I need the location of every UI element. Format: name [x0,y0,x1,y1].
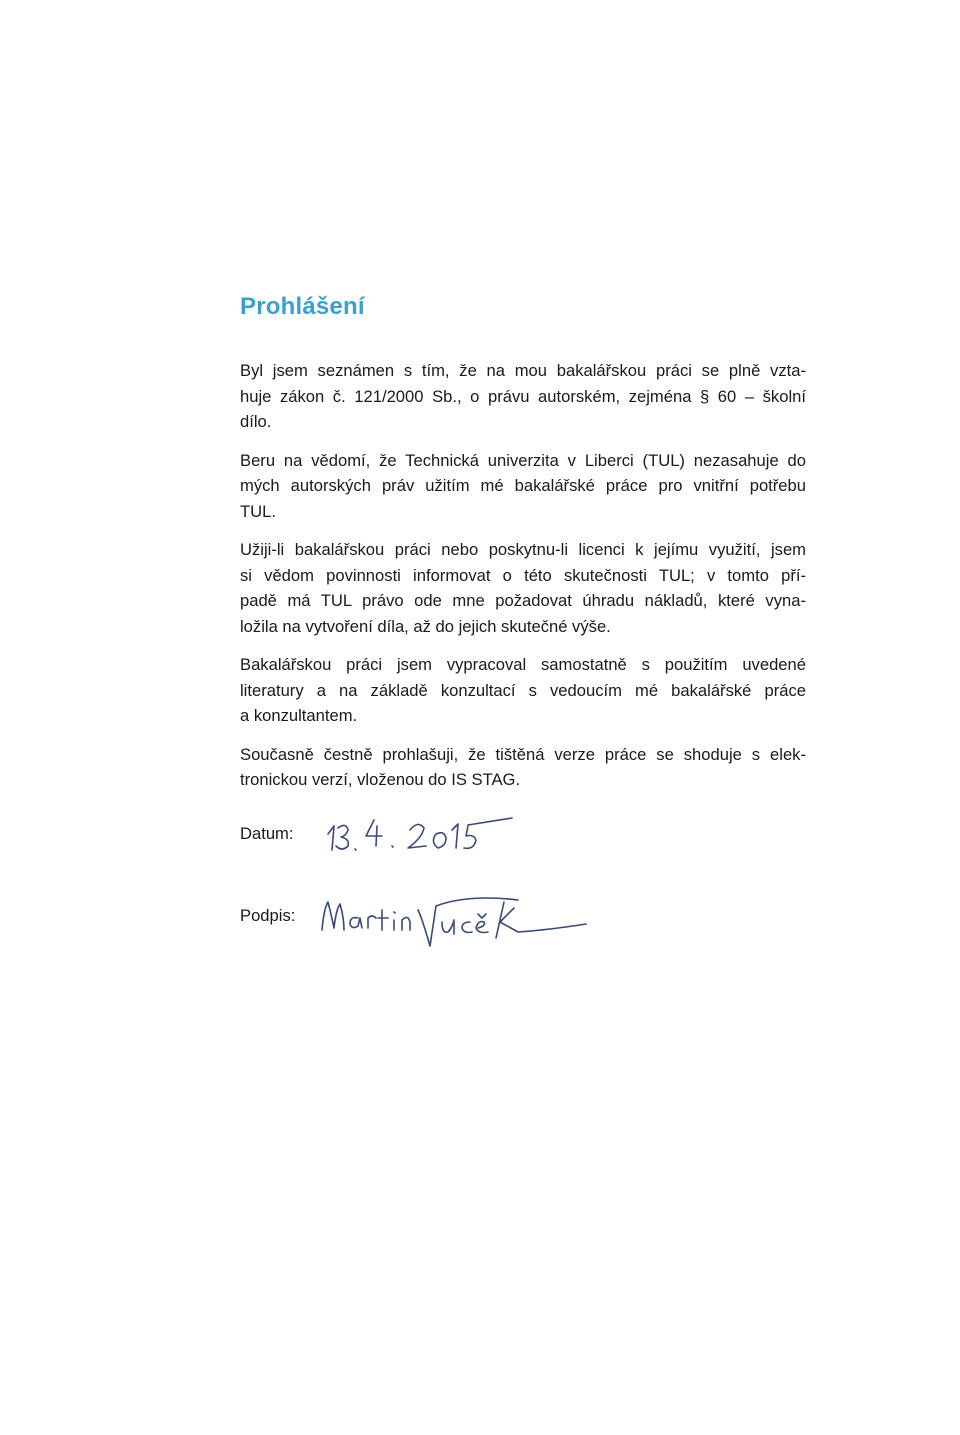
text-line: si vědom povinnosti informovat o této skutečnosti TUL; v tomto pří- [240,565,806,585]
text-line: Užiji-li bakalářskou práci nebo poskytnu-li licenci k jejímu využití, jsem [240,540,806,559]
text-line: literatury a na základě konzultací s vedoucím mé bakalářské práce [240,680,806,700]
paragraph-copyright-law [240,358,806,435]
date-label: Datum: [240,824,294,843]
text-line: Současně čestně prohlašuji, že tištěná verze práce se shoduje s elek- [240,744,806,764]
text-line: TUL. [240,501,276,521]
page-title: Prohlášení [240,293,365,320]
text-line: ložila na vytvoření díla, až do jejich skutečné výše. [240,616,611,636]
text-line: tronickou verzí, vloženou do IS STAG. [240,770,521,789]
text-line: mých autorských práv užitím mé bakalářské práce pro vnitřní potřebu [240,476,806,495]
declaration-body [240,358,806,806]
paragraph-independent-work [240,652,806,729]
paragraph-is-stag [240,742,806,793]
paragraph-licence [240,537,806,639]
paragraph-tul-rights [240,448,806,525]
text-line: Bakalářskou práci jsem vypracoval samostatně s použitím uvedené [240,655,806,674]
handwritten-signature [318,878,608,950]
text-line: dílo. [240,412,272,431]
text-line: Byl jsem seznámen s tím, že na mou bakalářskou práci se plně vzta- [240,361,806,380]
text-line: a konzultantem. [240,706,358,725]
text-line: padě má TUL právo ode mne požadovat úhradu nákladů, které vyna- [240,591,806,610]
signature-label: Podpis: [240,906,296,925]
text-line: Beru na vědomí, že Technická univerzita v Liberci (TUL) nezasahuje do [240,450,806,470]
text-line: huje zákon č. 121/2000 Sb., o právu autorském, zejména § 60 – školní [240,386,806,406]
handwritten-date [322,800,532,860]
